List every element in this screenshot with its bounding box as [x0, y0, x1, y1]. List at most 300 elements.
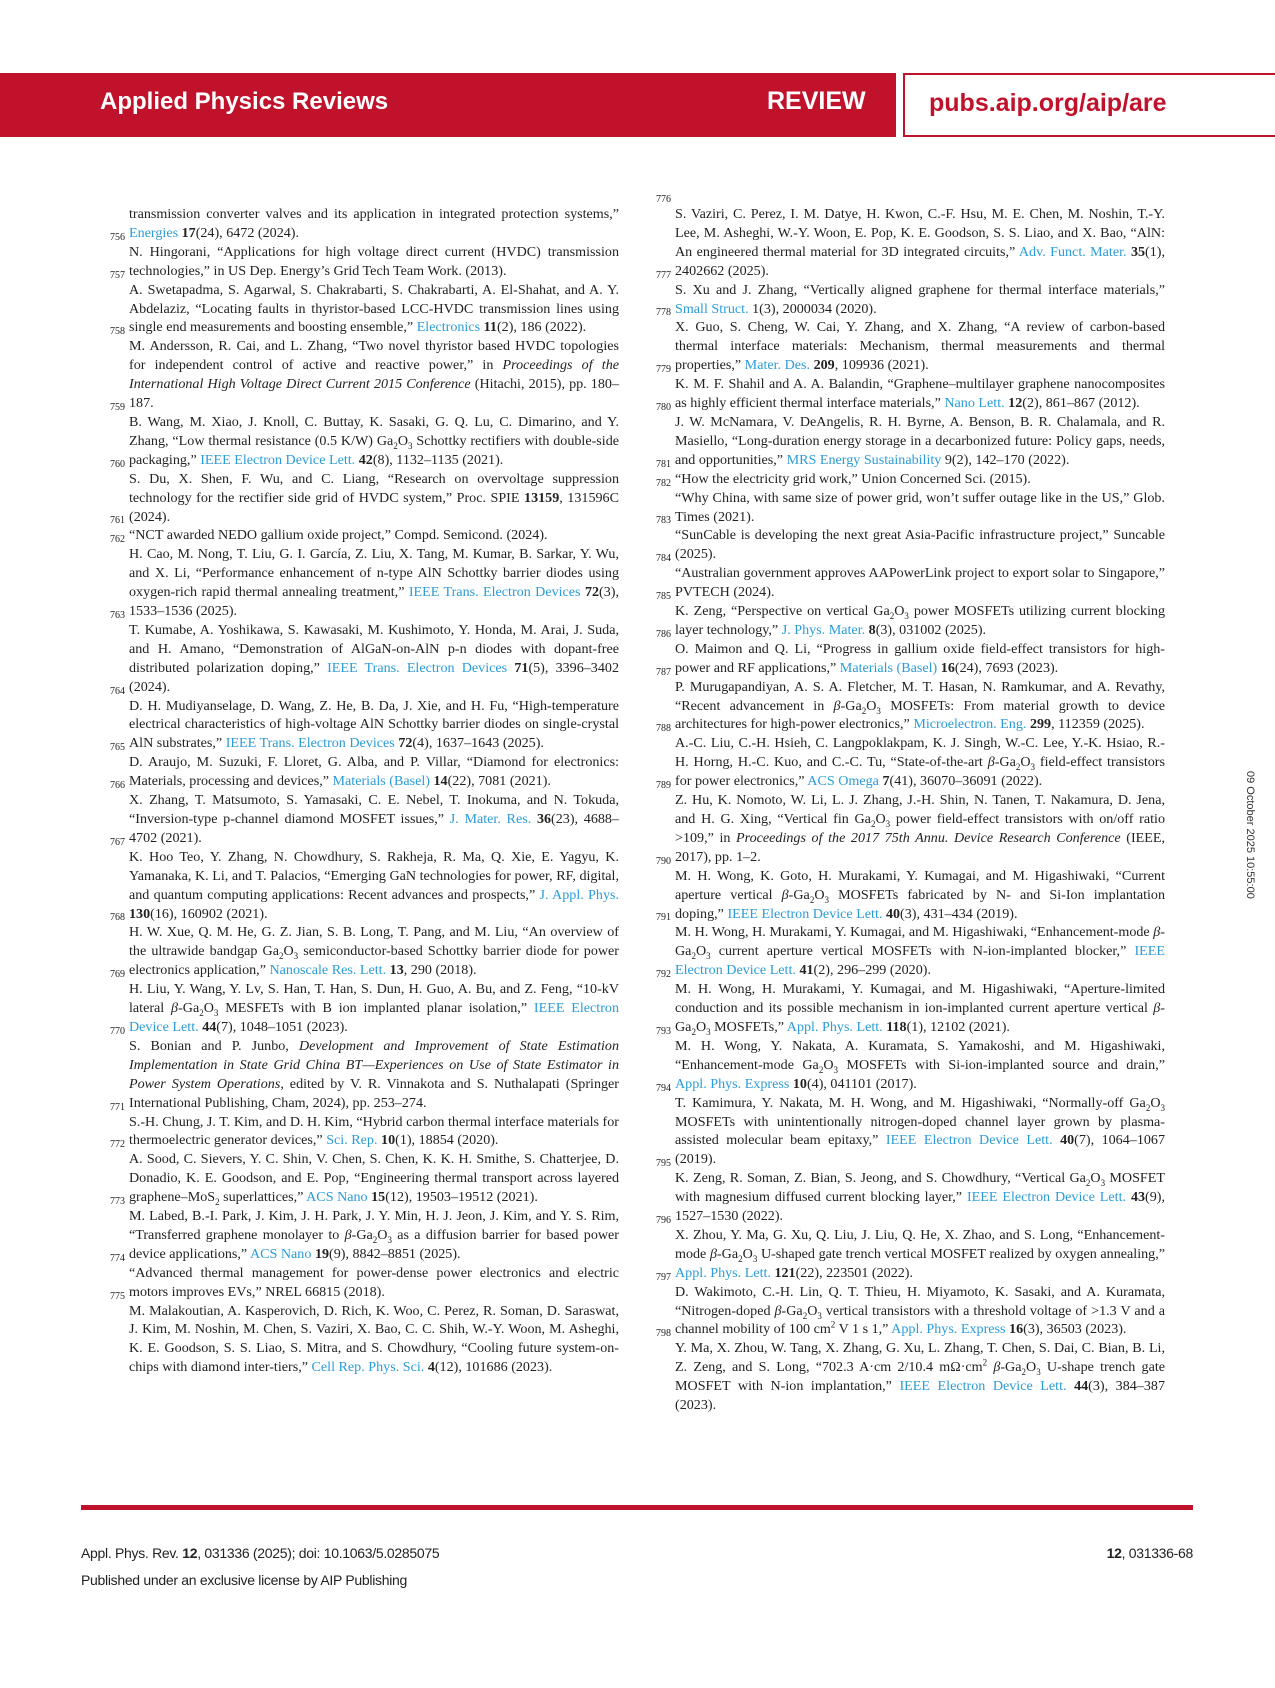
- reference-text: semiconductor-based Schottky barrier diode for power electronics application,”: [129, 943, 619, 979]
- reference-item: 789 Z. Hu, K. Nomoto, W. Li, L. J. Zhang, J.-H. Shin, N. Tanen, T. Nakamura, D. Jena, and H. G. Xing, “Vertical fin $Ga_2O_3$ power field-effect transistors with on/off ratio >109,” in Proceedings of the 2017 75th Annu. Device Research Conference (IEEE, 2017), pp. 1–2.: [656, 780, 1165, 865]
- journal-link[interactable]: Adv. Funct. Mater.: [1018, 243, 1127, 260]
- reference-text: -Ga: [994, 754, 1016, 771]
- volume-number: 130: [129, 905, 151, 922]
- reference-text: “Why China, with same size of power grid, won’t suffer outage like in the US,” Glob. Times (2021).: [675, 489, 1165, 525]
- italic-text: β: [987, 754, 995, 771]
- journal-link[interactable]: ACS Omega: [807, 773, 879, 790]
- reference-text: D. H. Mudiyanselage, D. Wang, Z. He, B. Da, J. Xie, and H. Fu, “High-temperature electrical characteristics of high-voltage AlN Schottky barrier diodes on single-crystal AlN substrates,”: [129, 697, 619, 752]
- reference-text: V 1 s 1,”: [835, 1321, 892, 1338]
- reference-text: O: [695, 943, 707, 960]
- volume-number: 72: [584, 584, 600, 601]
- volume-number: 16: [940, 659, 955, 676]
- reference-text: -Ga: [675, 1000, 1165, 1035]
- italic-text: β: [344, 1226, 352, 1243]
- reference-text: K. M. F. Shahil and A. A. Balandin, “Graphene–multilayer graphene nanocomposites as highly efficient thermal interface materials,”: [675, 376, 1165, 412]
- reference-item: 790 M. H. Wong, K. Goto, H. Murakami, Y. Kumagai, and M. Higashiwaki, “Current aperture vertical $\beta-Ga_2O_3$ MOSFETs fabricated by N- and Si-Ion implantation doping,” IEEE Electron Device Lett. 40(3), 431–434 (2019).: [656, 855, 1165, 922]
- subscript: 3: [387, 1234, 392, 1245]
- reference-item: 770 S. Bonian and P. Junbo, Development and Improvement of State Estimation Implementation in State Grid China BT—Experiences on Use of State Estimator in Power System Operations, edited by V. R. Vinnakota and S. Nuthalapati (Springer International Publishing, Cham, 2024), pp. 253–274.: [110, 1025, 619, 1111]
- subscript: 3: [408, 440, 413, 451]
- subscript: 2: [738, 1253, 743, 1264]
- reference-text: [1053, 1132, 1060, 1148]
- reference-text: N. Hingorani, “Applications for high voltage direct current (HVDC) transmission technologies,” in US Dep. Energy’s Grid Tech Team Work. (2013).: [129, 243, 619, 279]
- page-article-number: , 031336-68: [1121, 1545, 1193, 1561]
- subscript: 2: [393, 440, 398, 451]
- journal-header-band: [0, 73, 896, 137]
- reference-text: (Hitachi, 2015), pp. 180–187.: [129, 376, 619, 412]
- reference-text: -Ga: [788, 886, 810, 903]
- subscript: 3: [1030, 762, 1036, 773]
- subscript: 3: [833, 1064, 838, 1075]
- footer-citation: [81, 1545, 439, 1561]
- volume-number: 40: [885, 905, 901, 922]
- reference-text: MOSFET with magnesium diffused current blocking layer,”: [675, 1170, 1165, 1206]
- journal-link[interactable]: Microelectron. Eng.: [913, 716, 1027, 733]
- reference-text: -Ga: [840, 697, 862, 714]
- reference-text: (4), 041101 (2017).: [806, 1075, 917, 1092]
- reference-item: 762 H. Cao, M. Nong, T. Liu, G. I. García, Z. Liu, X. Tang, M. Kumar, B. Sarkar, Y. Wu, and X. Li, “Performance enhancement of n-type AlN Schottky barrier diodes using oxygen-rich rapid thermal annealing treatment,” IEEE Trans. Electron Devices 72(3), 1533–1536 (2025).: [110, 534, 620, 620]
- reference-text: “NCT awarded NEDO gallium oxide project,” Compd. Semicond. (2024).: [129, 527, 548, 544]
- reference-item: 792 M. H. Wong, H. Murakami, Y. Kumagai, and M. Higashiwaki, “Aperture-limited conduction and its possible mechanism in ion-implanted current aperture vertical $\beta-Ga_2O_3$ MOSFETs,” Appl. Phys. Lett. 118(1), 12102 (2021).: [656, 969, 1165, 1037]
- reference-item: 794 T. Kamimura, Y. Nakata, M. H. Wong, and M. Higashiwaki, “Normally-off $Ga_2O_3$ MOSFETs with unintentionally nitrogen-doped channel layer grown by plasma-assisted molecular beam epitaxy,” IEEE Electron Device Lett. 40(7), 1064–1067 (2019).: [656, 1082, 1166, 1168]
- italic-text: β: [1153, 924, 1161, 941]
- reference-text: M. H. Wong, H. Murakami, Y. Kumagai, and M. Higashiwaki, “Enhancement-mode: [675, 924, 1154, 941]
- page-number: [1107, 1545, 1193, 1561]
- reference-text: S. Xu and J. Zhang, “Vertically aligned graphene for thermal interface materials,”: [675, 281, 1165, 298]
- reference-text: M. H. Wong, H. Murakami, Y. Kumagai, and M. Higashiwaki, “Aperture-limited conduction and its possible mechanism in ion-implanted current aperture vertical: [675, 981, 1165, 1017]
- journal-link[interactable]: IEEE Electron Device Lett.: [966, 1189, 1127, 1206]
- reference-item: 773 M. Labed, B.-I. Park, J. Kim, J. H. Park, J. Y. Min, H. J. Jeon, J. Kim, and Y. S. Rim, “Transferred graphene monolayer to $\beta-Ga_2O_3$ as a diffusion barrier for based power device applications,” ACS Nano 19(9), 8842–8851 (2025).: [110, 1196, 620, 1262]
- journal-link[interactable]: Electronics: [416, 319, 481, 336]
- journal-link[interactable]: Nano Lett.: [944, 395, 1005, 412]
- volume-number: 10: [381, 1132, 396, 1149]
- reference-item: 786 O. Maimon and Q. Li, “Progress in gallium oxide field-effect transistors for high-power and RF applications,” Materials (Basel) 16(24), 7693 (2023).: [656, 628, 1165, 676]
- reference-item: 778 X. Guo, S. Cheng, W. Cai, Y. Zhang, and X. Zhang, “A review of carbon-based thermal interface materials: Mechanism, thermal measurements and thermal properties,” Mater. Des. 209, 109936 (2021).: [656, 307, 1165, 374]
- italic-text: β: [171, 1000, 179, 1017]
- volume-number: 209: [813, 357, 835, 374]
- reference-text: O: [283, 943, 294, 960]
- reference-text: (2), 186 (2022).: [496, 319, 587, 336]
- reference-text: as a diffusion barrier for based power device applications,”: [129, 1226, 620, 1262]
- reference-text: D. Araujo, M. Suzuki, F. Lloret, G. Alba, and P. Villar, “Diamond for electronics: Materials, processing and devices,”: [129, 754, 619, 790]
- volume-number: 14: [433, 773, 448, 790]
- reference-text: A. Sood, C. Sievers, Y. C. Shin, V. Chen, S. Chen, K. K. H. Smithe, S. Chatterjee, D. Donadio, K. E. Goodson, and E. Pop, “Engineering thermal transport across layered graphene–MoS: [129, 1151, 619, 1206]
- reference-text: (8), 1132–1135 (2021).: [372, 451, 504, 468]
- subscript: 2: [1015, 762, 1021, 773]
- volume-number: 11: [483, 319, 497, 336]
- reference-text: K. Zeng, “Perspective on vertical Ga: [675, 603, 890, 620]
- citation-volume: 12: [182, 1545, 198, 1561]
- reference-text: , 131596C (2024).: [129, 489, 619, 525]
- journal-link[interactable]: J. Appl. Phys.: [539, 886, 619, 903]
- reference-text: transmission converter valves and its application in integrated protection systems,”: [129, 206, 619, 222]
- journal-link[interactable]: Small Struct.: [675, 300, 749, 317]
- reference-text: (24), 7693 (2023).: [954, 659, 1059, 676]
- volume-number: 13159: [524, 489, 560, 506]
- journal-link[interactable]: IEEE Electron Device Lett.: [885, 1132, 1053, 1149]
- reference-text: O. Maimon and Q. Li, “Progress in gallium oxide field-effect transistors for high-power and RF applications,”: [675, 640, 1165, 676]
- reference-text: superlattices,”: [219, 1189, 307, 1206]
- reference-text: -Ga: [178, 1000, 200, 1017]
- volume-number: 35: [1130, 243, 1146, 260]
- reference-text: X. Guo, S. Cheng, W. Cai, Y. Zhang, and X. Zhang, “A review of carbon-based thermal interface materials: Mechanism, thermal measurements and thermal properties,”: [675, 319, 1165, 374]
- reference-item: 769 H. Liu, Y. Wang, Y. Lv, S. Han, T. Han, S. Dun, H. Guo, A. Bu, and Z. Feng, “10-kV lateral $\beta-Ga_2O_3$ MESFETs with B ion implanted planar isolation,” IEEE Electron Device Lett. 44(7), 1048–1051 (2023).: [110, 969, 619, 1035]
- reference-text: MOSFETs with Si-ion-implanted source and drain,”: [838, 1056, 1165, 1073]
- subscript: 2: [278, 951, 284, 962]
- reference-text: A. Swetapadma, S. Agarwal, S. Chakrabarti, S. Chakrabarti, A. El-Shahat, and A. Y. Abdelaziz, “Locating faults in thyristor-based LCC-HVDC transmission lines using single end measurements and boosting ensemble,”: [129, 281, 619, 336]
- journal-link[interactable]: Energies: [129, 224, 179, 241]
- reference-text: H. Cao, M. Nong, T. Liu, G. I. García, Z. Liu, X. Tang, M. Kumar, B. Sarkar, Y. Wu, and X. Li, “Performance enhancement of n-type AlN Schottky barrier diodes using oxygen-rich rapid thermal annealing treatment,”: [129, 546, 619, 601]
- subscript: 2: [809, 894, 815, 905]
- reference-item: 784 “Australian government approves AAPowerLink project to export solar to Singapore,” PVTECH (2024).: [656, 553, 1165, 601]
- reference-text: (12), 101686 (2023).: [434, 1359, 553, 1376]
- volume-number: 299: [1029, 716, 1052, 733]
- reference-text: Y. Ma, X. Zhou, W. Tang, X. Zhang, G. Xu, L. Zhang, T. Chen, S. Dai, C. Bian, B. Li, Z. Zeng, and S. Long, “702.3 A·cm 2/10.4 mΩ·cm: [675, 1340, 1165, 1376]
- reference-item: 768 H. W. Xue, Q. M. He, G. Z. Jian, S. B. Long, T. Pang, and M. Liu, “An overview of the ultrawide bandgap $Ga_2O_3$ semiconductor-based Schottky barrier diode for power electronics application,” Nanoscale Res. Lett. 13, 290 (2018).: [110, 912, 619, 979]
- subscript: 2: [870, 818, 876, 829]
- reference-text: 1(3), 2000034 (2020).: [748, 300, 877, 317]
- references-right-column: [656, 194, 1166, 1415]
- reference-text: MOSFETs with unintentionally nitrogen-doped channel layer grown by plasma-assisted molecular beam epitaxy,”: [675, 1113, 1165, 1149]
- reference-text: O: [397, 432, 408, 449]
- reference-text: -Ga: [781, 1302, 803, 1319]
- volume-number: 121: [774, 1264, 796, 1281]
- reference-text: (16), 160902 (2021).: [150, 905, 268, 922]
- reference-text: (1), 12102 (2021).: [906, 1018, 1010, 1035]
- citation-journal: Appl. Phys. Rev.: [81, 1545, 183, 1561]
- reference-text: MOSFETs fabricated by N- and Si-Ion implantation doping,”: [675, 886, 1165, 922]
- journal-link[interactable]: IEEE Trans. Electron Devices: [408, 584, 581, 601]
- journal-link[interactable]: Sci. Rep.: [326, 1132, 378, 1149]
- journal-link[interactable]: IEEE Electron Device Lett.: [200, 451, 356, 468]
- reference-text: U-shaped gate trench vertical MOSFET realized by oxygen annealing,”: [757, 1245, 1165, 1262]
- reference-text: MOSFETs,”: [710, 1018, 787, 1035]
- reference-text: , 109936 (2021).: [834, 357, 929, 374]
- subscript: 3: [706, 951, 711, 962]
- reference-item: 772 A. Sood, C. Sievers, Y. C. Shin, V. Chen, S. Chen, K. K. H. Smithe, S. Chatterjee, D. Donadio, K. E. Goodson, and E. Pop, “Engineering thermal transport across layered graphene–MoS$_2$ superlattices,” ACS Nano 15(12), 19503–19512 (2021).: [110, 1139, 619, 1207]
- reference-item: 765 D. Araujo, M. Suzuki, F. Lloret, G. Alba, and P. Villar, “Diamond for electronics: Materials, processing and devices,” Materials (Basel) 14(22), 7081 (2021).: [110, 742, 619, 790]
- reference-item: 775 M. Malakoutian, A. Kasperovich, D. Rich, K. Woo, C. Perez, R. Soman, D. Saraswat, J. Kim, M. Noshin, M. Chen, S. Vaziri, X. Bao, C. C. Shih, W.-Y. Woon, M. Asheghi, K. E. Goodson, S. S. Liao, S. Mitra, and S. Chowdhury, “Cooling future system-on-chips with diamond inter-tiers,” Cell Rep. Phys. Sci. 4(12), 101686 (2023).: [110, 1290, 619, 1376]
- subscript: 2: [802, 1310, 808, 1321]
- volume-number: 4: [427, 1359, 435, 1376]
- italic-text: Proceedings of the 2017 75th Annu. Device Research Conference: [736, 829, 1121, 846]
- journal-link[interactable]: MRS Energy Sustainability: [786, 451, 942, 468]
- article-type: REVIEW: [767, 87, 866, 115]
- reference-text: M. H. Wong, K. Goto, H. Murakami, Y. Kumagai, and M. Higashiwaki, “Current aperture vertical: [675, 867, 1165, 903]
- reference-text: (5), 3396–3402 (2024).: [129, 659, 619, 695]
- reference-text: (9), 1527–1530 (2022).: [675, 1189, 1165, 1225]
- reference-text: A.-C. Liu, C.-H. Hsieh, C. Langpoklakpam, K. J. Singh, W.-C. Lee, Y.-K. Hsiao, R.-H. Horng, H.-C. Kuo, and C.-C. Tu, “State-of-the-art: [675, 735, 1165, 771]
- journal-link[interactable]: J. Mater. Res.: [449, 811, 532, 827]
- reference-item: [129, 205, 619, 243]
- reference-text: (1), 18854 (2020).: [395, 1132, 499, 1149]
- reference-text: “Advanced thermal management for power-dense power electronics and electric motors improves EVs,” NREL 66815 (2018).: [129, 1264, 619, 1300]
- subscript: 3: [752, 1253, 758, 1264]
- reference-text: -Ga: [1000, 1359, 1022, 1376]
- download-stamp: [1240, 770, 1260, 920]
- reference-text: X. Zhang, T. Matsumoto, S. Yamasaki, C. E. Nebel, T. Inokuma, and N. Tokuda, “Inversion-type p-channel diamond MOSFET issues,”: [129, 792, 619, 827]
- reference-item: 783 “SunCable is developing the next great Asia-Pacific infrastructure project,” Suncable (2025).: [656, 515, 1165, 563]
- reference-text: MOSFETs: From material growth to device architectures for high-power electronics,”: [675, 697, 1165, 733]
- italic-text: Proceedings of the International High Voltage Direct Current 2015 Conference: [129, 357, 620, 393]
- reference-text: K. Zeng, R. Soman, Z. Bian, S. Jeong, and S. Chowdhury, “Vertical Ga: [675, 1170, 1086, 1187]
- reference-item: 788 A.-C. Liu, C.-H. Hsieh, C. Langpoklakpam, K. J. Singh, W.-C. Lee, Y.-K. Hsiao, R.-H. Horng, H.-C. Kuo, and C.-C. Tu, “State-of-the-art $\beta-Ga_2O_3$ field-effect transistors for power electronics,” ACS Omega 7(41), 36070–36091 (2022).: [656, 723, 1165, 790]
- reference-text: power field-effect transistors with on/off ratio >109,” in: [675, 811, 1165, 846]
- reference-text: B. Wang, M. Xiao, J. Knoll, C. Buttay, K. Sasaki, G. Q. Lu, C. Dimarino, and Y. Zhang, “Low thermal resistance (0.5 K/W) Ga: [129, 413, 619, 449]
- reference-item: 785 K. Zeng, “Perspective on vertical $Ga_2O_3$ power MOSFETs utilizing current blocking layer technology,” J. Phys. Mater. 8(3), 031002 (2025).: [656, 591, 1165, 638]
- italic-text: β: [774, 1302, 782, 1319]
- reference-text: J. W. McNamara, V. DeAngelis, R. H. Byrne, A. Benson, B. R. Chalamala, and R. Masiello, “Long-duration energy storage in a decarbonized future: Policy gaps, needs, and opportunities,”: [675, 413, 1165, 468]
- volume-number: 40: [1060, 1132, 1075, 1149]
- italic-text: β: [709, 1245, 717, 1262]
- journal-link[interactable]: IEEE Electron Device Lett.: [727, 905, 883, 922]
- reference-text: “Australian government approves AAPowerLink project to export solar to Singapore,” PVTECH (2024).: [675, 565, 1165, 601]
- reference-text: (12), 19503–19512 (2021).: [385, 1189, 538, 1206]
- journal-url-box: [903, 73, 1275, 137]
- journal-link[interactable]: IEEE Trans. Electron Devices: [327, 659, 508, 676]
- reference-text: -Ga: [351, 1226, 373, 1243]
- reference-text: O: [1020, 754, 1031, 771]
- download-date: 09 October 2025 10:55:00: [1244, 771, 1256, 899]
- volume-number: 118: [886, 1018, 907, 1035]
- reference-text: S. Vaziri, C. Perez, I. M. Datye, H. Kwon, C.-F. Hsu, M. E. Chen, M. Noshin, T.-Y. Lee, M. Asheghi, W.-Y. Woon, E. Pop, K. E. Goodson, S. S. Liao, and X. Bao, “AlN: An engineered thermal material for 3D integrated circuits,”: [675, 206, 1165, 260]
- reference-text: S. Du, X. Shen, F. Wu, and C. Liang, “Research on overvoltage suppression technology for the rectifier side grid of HVDC system,” Proc. SPIE: [129, 470, 619, 506]
- reference-text: , edited by V. R. Vinnakota and S. Nuthalapati (Springer International Publishing, Cham, 2024), pp. 253–274.: [129, 1075, 619, 1111]
- subscript: 2: [691, 1026, 696, 1037]
- references-left-column: [110, 205, 620, 1377]
- reference-text: O: [894, 603, 905, 620]
- reference-text: T. Kamimura, Y. Nakata, M. H. Wong, and M. Higashiwaki, “Normally-off Ga: [675, 1094, 1146, 1111]
- subscript: 2: [861, 705, 867, 716]
- reference-text: (2), 296–299 (2020).: [813, 962, 931, 979]
- reference-text: , 290 (2018).: [403, 962, 477, 979]
- reference-item: 780 J. W. McNamara, V. DeAngelis, R. H. Byrne, A. Benson, B. R. Chalamala, and R. Masiello, “Long-duration energy storage in a decarbonized future: Policy gaps, needs, and opportunities,” MRS Energy Sustainability 9(2), 142–170 (2022).: [656, 401, 1165, 468]
- reference-text: M. H. Wong, Y. Nakata, A. Kuramata, S. Yamakoshi, and M. Higashiwaki, “Enhancement-mode Ga: [675, 1037, 1165, 1073]
- reference-item: 756 N. Hingorani, “Applications for high voltage direct current (HVDC) transmission technologies,” in US Dep. Energy’s Grid Tech Team Work. (2013).: [110, 231, 619, 279]
- reference-item: 796 X. Zhou, Y. Ma, G. Xu, Q. Liu, J. Liu, Q. He, X. Zhao, and S. Long, “Enhancement-mode $\beta-Ga_2O_3$ U-shaped gate trench vertical MOSFET realized by oxygen annealing,” Appl. Phys. Lett. 121(22), 223501 (2022).: [656, 1214, 1165, 1281]
- journal-link[interactable]: Mater. Des.: [744, 357, 811, 374]
- reference-text: M. Labed, B.-I. Park, J. Kim, J. H. Park, J. Y. Min, H. J. Jeon, J. Kim, and Y. S. Rim, “Transferred graphene monolayer to: [129, 1208, 619, 1243]
- journal-link[interactable]: Appl. Phys. Lett.: [675, 1264, 771, 1281]
- volume-number: 16: [1009, 1321, 1024, 1338]
- reference-text: -Ga: [716, 1245, 739, 1262]
- italic-text: Development and Improvement of State Estimation Implementation in State Grid China BT—Experiences on Use of State Estimator in Power System Operations: [129, 1037, 619, 1092]
- reference-text: current aperture vertical MOSFETs with N-ion-implanted blocker,”: [710, 943, 1135, 960]
- reference-text: O: [1150, 1094, 1161, 1111]
- reference-text: K. Hoo Teo, Y. Zhang, N. Chowdhury, S. Rakheja, R. Ma, Q. Xie, E. Yagyu, K. Yamanaka, K. Li, and T. Palacios, “Emerging GaN technologies for power, RF, digital, and quantum computing applications: Recent advances and prospects,”: [129, 848, 619, 903]
- subscript: 3: [1036, 1367, 1041, 1378]
- reference-text: power MOSFETs utilizing current blocking layer technology,”: [675, 603, 1165, 638]
- subscript: 3: [706, 1026, 711, 1037]
- journal-link[interactable]: Appl. Phys. Express: [675, 1075, 790, 1092]
- reference-text: (41), 36070–36091 (2022).: [889, 773, 1043, 790]
- volume-number: 7: [882, 773, 890, 790]
- reference-item: 781 “How the electricity grid work,” Union Concerned Sci. (2015).: [656, 458, 1031, 487]
- journal-link[interactable]: Nanoscale Res. Lett.: [269, 962, 387, 979]
- reference-text: O: [377, 1226, 388, 1243]
- subscript: 3: [293, 951, 299, 962]
- subscript: 3: [1100, 1178, 1106, 1189]
- reference-text: (23), 4688–4702 (2021).: [129, 811, 620, 846]
- reference-text: O: [807, 1302, 818, 1319]
- reference-item: 782 “Why China, with same size of power grid, won’t suffer outage like in the US,” Glob. Times (2021).: [656, 477, 1165, 525]
- volume-number: 15: [371, 1189, 386, 1206]
- reference-text: (4), 1637–1643 (2025).: [412, 735, 544, 752]
- subscript: 3: [817, 1310, 822, 1321]
- reference-text: (9), 8842–8851 (2025).: [329, 1245, 461, 1262]
- reference-item: 760 S. Du, X. Shen, F. Wu, and C. Liang, “Research on overvoltage suppression technology for the rectifier side grid of HVDC system,” Proc. SPIE 13159, 131596C (2024).: [110, 458, 619, 525]
- reference-item: 793 M. H. Wong, Y. Nakata, A. Kuramata, S. Yamakoshi, and M. Higashiwaki, “Enhancement-mode $Ga_2O_3$ MOSFETs with Si-ion-implanted source and drain,” Appl. Phys. Express 10(4), 041101 (2017).: [656, 1025, 1165, 1092]
- reference-text: O: [742, 1245, 753, 1262]
- reference-text: (2), 861–867 (2012).: [1022, 395, 1140, 412]
- subscript: 2: [889, 610, 895, 621]
- volume-number: 10: [792, 1075, 807, 1092]
- journal-url-link[interactable]: pubs.aip.org/aip/are: [929, 89, 1167, 117]
- journal-title: Applied Physics Reviews: [100, 88, 389, 115]
- reference-text: (7), 1048–1051 (2023).: [216, 1018, 348, 1035]
- volume-number: 43: [1130, 1189, 1146, 1206]
- volume-number: 44: [202, 1018, 217, 1035]
- reference-text: O: [814, 886, 825, 903]
- reference-text: O: [203, 1000, 214, 1017]
- journal-link[interactable]: IEEE Electron Device Lett.: [129, 1000, 619, 1035]
- italic-text: β: [833, 697, 841, 714]
- reference-text: P. Murugapandiyan, A. S. A. Fletcher, M. T. Hasan, N. Ramkumar, and A. Revathy, “Recent advancement in: [675, 678, 1165, 714]
- citation-doi[interactable]: , 031336 (2025); doi: 10.1063/5.0285075: [197, 1545, 440, 1561]
- volume-number: 19: [314, 1245, 330, 1262]
- reference-text: Schottky rectifiers with double-side packaging,”: [129, 432, 619, 468]
- journal-link[interactable]: Materials (Basel): [839, 659, 938, 676]
- reference-text: “SunCable is developing the next great Asia-Pacific infrastructure project,” Suncable (2025).: [675, 527, 1165, 563]
- volume-number: 13: [389, 962, 404, 979]
- subscript: 2: [199, 1007, 204, 1018]
- reference-text: [1067, 1378, 1075, 1394]
- reference-text: U-shape trench gate MOSFET with N-ion implantation,”: [675, 1359, 1165, 1395]
- reference-text: (24), 6472 (2024).: [195, 224, 300, 241]
- reference-text: (3), 1533–1536 (2025).: [129, 584, 620, 620]
- reference-text: Z. Hu, K. Nomoto, W. Li, L. J. Zhang, J.-H. Shin, N. Tanen, T. Nakamura, D. Jena, and H. G. Xing, “Vertical fin Ga: [675, 792, 1165, 827]
- reference-item: 766 X. Zhang, T. Matsumoto, S. Yamasaki, C. E. Nebel, T. Inokuma, and N. Tokuda, “Inversion-type p-channel diamond MOSFET issues,” J. Mater. Res. 36(23), 4688–4702 (2021).: [110, 780, 620, 846]
- reference-text: O: [875, 811, 886, 827]
- volume-number: 71: [514, 659, 529, 676]
- journal-link[interactable]: IEEE Electron Device Lett.: [675, 943, 1165, 979]
- supscript: 2: [982, 1357, 988, 1368]
- subscript: 2: [1021, 1367, 1026, 1378]
- reference-item: 787 P. Murugapandiyan, A. S. A. Fletcher, M. T. Hasan, N. Ramkumar, and A. Revathy, “Recent advancement in $\beta-Ga_2O_3$ MOSFETs: From material growth to device architectures for high-power electronics,” Microelectron. Eng. 299, 112359 (2025).: [656, 666, 1165, 733]
- journal-link[interactable]: IEEE Electron Device Lett.: [899, 1378, 1067, 1395]
- journal-link[interactable]: IEEE Trans. Electron Devices: [225, 735, 395, 752]
- reference-item: 761 “NCT awarded NEDO gallium oxide project,” Compd. Semicond. (2024).: [110, 515, 548, 544]
- subscript: 2: [691, 951, 696, 962]
- reference-text: (7), 1064–1067 (2019).: [675, 1132, 1166, 1168]
- reference-text: O: [1090, 1170, 1101, 1187]
- volume-number: 72: [398, 735, 413, 752]
- reference-item: 774 “Advanced thermal management for power-dense power electronics and electric motors improves EVs,” NREL 66815 (2018).: [110, 1252, 619, 1300]
- reference-item: 798 Y. Ma, X. Zhou, W. Tang, X. Zhang, G. Xu, L. Zhang, T. Chen, S. Dai, C. Bian, B. Li, Z. Zeng, and S. Long, “702.3 A·cm 2/10.4 $m\Omega\cdot cm^2$ $\beta-Ga_2O_3$ U-shape trench gate MOSFET with N-ion implantation,” IEEE Electron Device Lett. 44(3), 384–387 (2023).: [656, 1328, 1165, 1414]
- italic-text: β: [993, 1359, 1001, 1376]
- volume-number: 8: [868, 621, 876, 638]
- reference-text: M. Malakoutian, A. Kasperovich, D. Rich, K. Woo, C. Perez, R. Soman, D. Saraswat, J. Kim, M. Noshin, M. Chen, S. Vaziri, X. Bao, C. C. Shih, W.-Y. Woon, M. Asheghi, K. E. Goodson, S. S. Liao, S. Mitra, and S. Chowdhury, “Cooling future system-on-chips with diamond inter-tiers,”: [129, 1302, 619, 1376]
- reference-text: X. Zhou, Y. Ma, G. Xu, Q. Liu, J. Liu, Q. He, X. Zhao, and S. Long, “Enhancement-mode: [675, 1226, 1165, 1262]
- reference-item: 771 S.-H. Chung, J. T. Kim, and D. H. Kim, “Hybrid carbon thermal interface materials for thermoelectric generator devices,” Sci. Rep. 10(1), 18854 (2020).: [110, 1101, 619, 1149]
- reference-text: O: [866, 697, 877, 714]
- reference-item: 764 D. H. Mudiyanselage, D. Wang, Z. He, B. Da, J. Xie, and H. Fu, “High-temperature electrical characteristics of high-voltage AlN Schottky barrier diodes on single-crystal AlN substrates,” IEEE Trans. Electron Devices 72(4), 1637–1643 (2025).: [110, 685, 619, 752]
- subscript: 3: [876, 705, 881, 716]
- subscript: 3: [1160, 1102, 1165, 1113]
- reference-text: D. Wakimoto, C.-H. Lin, Q. T. Thieu, H. Miyamoto, K. Sasaki, and A. Kuramata, “Nitrogen-doped: [675, 1283, 1165, 1319]
- journal-link[interactable]: ACS Nano: [306, 1189, 368, 1206]
- reference-text: (1), 2402662 (2025).: [675, 243, 1165, 279]
- reference-text: O: [1026, 1359, 1037, 1376]
- reference-text: vertical transistors with a threshold voltage of >1.3 V and a channel mobility of 100 cm: [675, 1302, 1166, 1338]
- reference-text: 9(2), 142–170 (2022).: [941, 451, 1070, 468]
- footer-rule: [81, 1505, 1193, 1510]
- reference-text: (3), 431–434 (2019).: [900, 905, 1018, 922]
- subscript: 2: [215, 1196, 220, 1207]
- supscript: 2: [830, 1319, 836, 1330]
- subscript: 3: [904, 610, 909, 621]
- journal-link[interactable]: ACS Nano: [249, 1245, 312, 1262]
- subscript: 2: [1085, 1178, 1091, 1189]
- journal-link[interactable]: J. Phys. Mater.: [781, 621, 866, 638]
- reference-text: H. Liu, Y. Wang, Y. Lv, S. Han, T. Han, S. Dun, H. Guo, A. Bu, and Z. Feng, “10-kV lateral: [129, 981, 619, 1017]
- reference-text: S. Bonian and P. Junbo,: [129, 1037, 299, 1054]
- volume-number: 12: [1008, 395, 1023, 412]
- italic-text: β: [781, 886, 789, 903]
- reference-item: 767 K. Hoo Teo, Y. Zhang, N. Chowdhury, S. Rakheja, R. Ma, Q. Xie, E. Yagyu, K. Yamanaka, K. Li, and T. Palacios, “Emerging GaN technologies for power, RF, digital, and quantum computing applications: Recent advances and prospects,” J. Appl. Phys. 130(16), 160902 (2021).: [110, 836, 619, 922]
- reference-item: 776 S. Vaziri, C. Perez, I. M. Datye, H. Kwon, C.-F. Hsu, M. E. Chen, M. Noshin, T.-Y. Lee, M. Asheghi, W.-Y. Woon, E. Pop, K. E. Goodson, S. S. Liao, and X. Bao, “AlN: An engineered thermal material for 3D integrated circuits,” Adv. Funct. Mater. 35(1), 2402662 (2025).: [656, 194, 1165, 279]
- journal-link[interactable]: Cell Rep. Phys. Sci.: [311, 1359, 425, 1376]
- reference-item: 763 T. Kumabe, A. Yoshikawa, S. Kawasaki, M. Kushimoto, Y. Honda, M. Arai, J. Suda, and H. Amano, “Demonstration of AlGaN-on-AlN p-n diodes with dopant-free distributed polarization doping,” IEEE Trans. Electron Devices 71(5), 3396–3402 (2024).: [110, 609, 619, 695]
- subscript: 3: [213, 1007, 219, 1018]
- journal-link[interactable]: Appl. Phys. Express: [891, 1321, 1006, 1338]
- reference-item: 791 M. H. Wong, H. Murakami, Y. Kumagai, and M. Higashiwaki, “Enhancement-mode $\beta-Ga_2O_3$ current aperture vertical MOSFETs with N-ion-implanted blocker,” IEEE Electron Device Lett. 41(2), 296–299 (2020).: [656, 912, 1165, 979]
- reference-item: 759 B. Wang, M. Xiao, J. Knoll, C. Buttay, K. Sasaki, G. Q. Lu, C. Dimarino, and Y. Zhang, “Low thermal resistance (0.5 K/W) $Ga_2O_3$ Schottky rectifiers with double-side packaging,” IEEE Electron Device Lett. 42(8), 1132–1135 (2021).: [110, 401, 619, 468]
- journal-link[interactable]: Materials (Basel): [332, 773, 430, 790]
- volume-number: 42: [358, 451, 373, 468]
- subscript: 3: [824, 894, 829, 905]
- volume-number: 17: [181, 224, 196, 241]
- reference-item: 777 S. Xu and J. Zhang, “Vertically aligned graphene for thermal interface materials,” Small Struct. 1(3), 2000034 (2020).: [656, 269, 1165, 317]
- reference-text: , 112359 (2025).: [1051, 716, 1145, 733]
- subscript: 2: [818, 1064, 824, 1075]
- reference-text: H. W. Xue, Q. M. He, G. Z. Jian, S. B. Long, T. Pang, and M. Liu, “An overview of the ultrawide bandgap Ga: [129, 924, 619, 960]
- reference-item: 795 K. Zeng, R. Soman, Z. Bian, S. Jeong, and S. Chowdhury, “Vertical $Ga_2O_3$ MOSFET with magnesium diffused current blocking layer,” IEEE Electron Device Lett. 43(9), 1527–1530 (2022).: [656, 1158, 1165, 1225]
- reference-text: (3), 384–387 (2023).: [675, 1378, 1165, 1414]
- subscript: 3: [885, 818, 891, 829]
- reference-text: O: [823, 1056, 834, 1073]
- italic-text: β: [1153, 1000, 1161, 1017]
- footer-license: Published under an exclusive license by AIP Publishing: [81, 1572, 407, 1588]
- reference-text: (3), 031002 (2025).: [875, 621, 987, 638]
- volume-number: 36: [536, 811, 552, 827]
- reference-text: field-effect transistors for power electronics,”: [675, 754, 1165, 790]
- page-volume: 12: [1106, 1545, 1122, 1561]
- reference-item: 797 D. Wakimoto, C.-H. Lin, Q. T. Thieu, H. Miyamoto, K. Sasaki, and A. Kuramata, “Nitrogen-doped $\beta-Ga_2O_3$ vertical transistors with a threshold voltage of >1.3 V and a channel mobility of 100 $cm^2$ V 1 s 1,” Appl. Phys. Express 16(3), 36503 (2023).: [656, 1271, 1166, 1338]
- reference-text: (3), 36503 (2023).: [1023, 1321, 1127, 1338]
- subscript: 2: [372, 1234, 378, 1245]
- journal-link[interactable]: Appl. Phys. Lett.: [786, 1018, 883, 1035]
- reference-text: (IEEE, 2017), pp. 1–2.: [675, 829, 1165, 865]
- reference-item: 758 M. Andersson, R. Cai, and L. Zhang, “Two novel thyristor based HVDC topologies for independent control of active and reactive power,” in Proceedings of the International High Voltage Direct Current 2015 Conference (Hitachi, 2015), pp. 180–187.: [110, 326, 620, 412]
- reference-text: (22), 223501 (2022).: [795, 1264, 914, 1281]
- reference-text: -Ga: [675, 924, 1165, 960]
- reference-item: 757 A. Swetapadma, S. Agarwal, S. Chakrabarti, S. Chakrabarti, A. El-Shahat, and A. Y. Abdelaziz, “Locating faults in thyristor-based LCC-HVDC transmission lines using single end measurements and boosting ensemble,” Electronics 11(2), 186 (2022).: [110, 269, 619, 336]
- reference-text: M. Andersson, R. Cai, and L. Zhang, “Two novel thyristor based HVDC topologies for independent control of active and reactive power,” in: [129, 338, 619, 374]
- subscript: 2: [1145, 1102, 1151, 1113]
- volume-number: 41: [799, 962, 814, 979]
- reference-text: O: [695, 1018, 707, 1035]
- reference-text: S.-H. Chung, J. T. Kim, and D. H. Kim, “Hybrid carbon thermal interface materials for thermoelectric generator devices,”: [129, 1113, 619, 1149]
